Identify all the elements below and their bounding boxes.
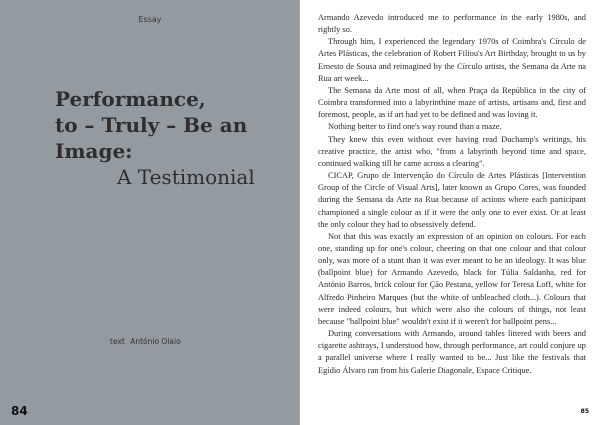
essay-body xyxy=(318,12,586,377)
section-label: Essay xyxy=(138,15,162,24)
byline-prefix: text xyxy=(110,337,125,346)
right-page xyxy=(300,0,600,425)
body-paragraph: The Semana da Arte most of all, when Praça da República in the city of Coimbra transformed into a labyrinthine maze of artists, artisans and, first and foremost, people, as if art had yet to be defined and was loving it. xyxy=(318,85,586,120)
body-paragraph: Armando Azevedo introduced me to performance in the early 1980s, and rightly so. xyxy=(318,13,586,35)
page-number-right: 85 xyxy=(580,408,589,415)
body-paragraph: During conversations with Armando, around tables littered with beers and cigarette ashtrays, I understood how, through performance, art could conjure up a parallel universe where I really wanted to be... Just like the festivals that Egídio Álvaro ran from his Galerie Diagonale, Espace Critique. xyxy=(318,329,586,375)
body-paragraph: CICAP, Grupo de Intervenção do Círculo de Artes Plásticas [Intervention Group of the Circle of Visual Arts], later known as Grupo Cores, was founded during the Semana da Arte na Rua because of actions where each participant championed a single colour as if it were the only one to ever exist. Or at least the only colour they had to obsessively defend. xyxy=(318,171,586,229)
essay-title xyxy=(55,86,295,190)
author-name: António Olaio xyxy=(130,337,181,346)
body-paragraph: They knew this even without ever having read Duchamp's writings, his creative practice, the artist who, "from a labyrinth beyond time and space, continued walking till he came across a clearing". xyxy=(318,134,586,168)
body-paragraph: Not that this was exactly an expression of an opinion on colours. For each one, standing up for one's colour, cheering on that one colour and that colour only, was more of a stunt than it was ever meant to be an ideology. It was blue (ballpoint blue) for Armando Azevedo, black for Túlia Saldanha, red for António Barros, brick colour for Ção Pestana, yellow for Teresa Loff, white for Alfredo Pinheiro Marques (but the white of unbleached cloth...). Colours that were indeed colours, but which were also the colours of things, not least because "ballpoint blue" wouldn't exist if it weren't for ballpoint pens... xyxy=(318,231,586,326)
byline xyxy=(110,337,184,346)
body-paragraph: Nothing better to find one's way round than a maze. xyxy=(328,122,502,132)
body-paragraph: Through him, I experienced the legendary 1970s of Coimbra's Círculo de Artes Plásticas, the celebration of Robert Filiou's Art Birthday, brought to us by Ernesto de Sousa and reimagined by the Círculo artists, the Semana da Arte na Rua art week... xyxy=(318,37,586,83)
title-line: Image: xyxy=(55,139,133,163)
title-line: to – Truly – Be an xyxy=(55,113,248,137)
page-number-left: 84 xyxy=(11,404,28,418)
title-line: Performance, xyxy=(55,87,206,111)
essay-subtitle: A Testimonial xyxy=(117,165,255,189)
